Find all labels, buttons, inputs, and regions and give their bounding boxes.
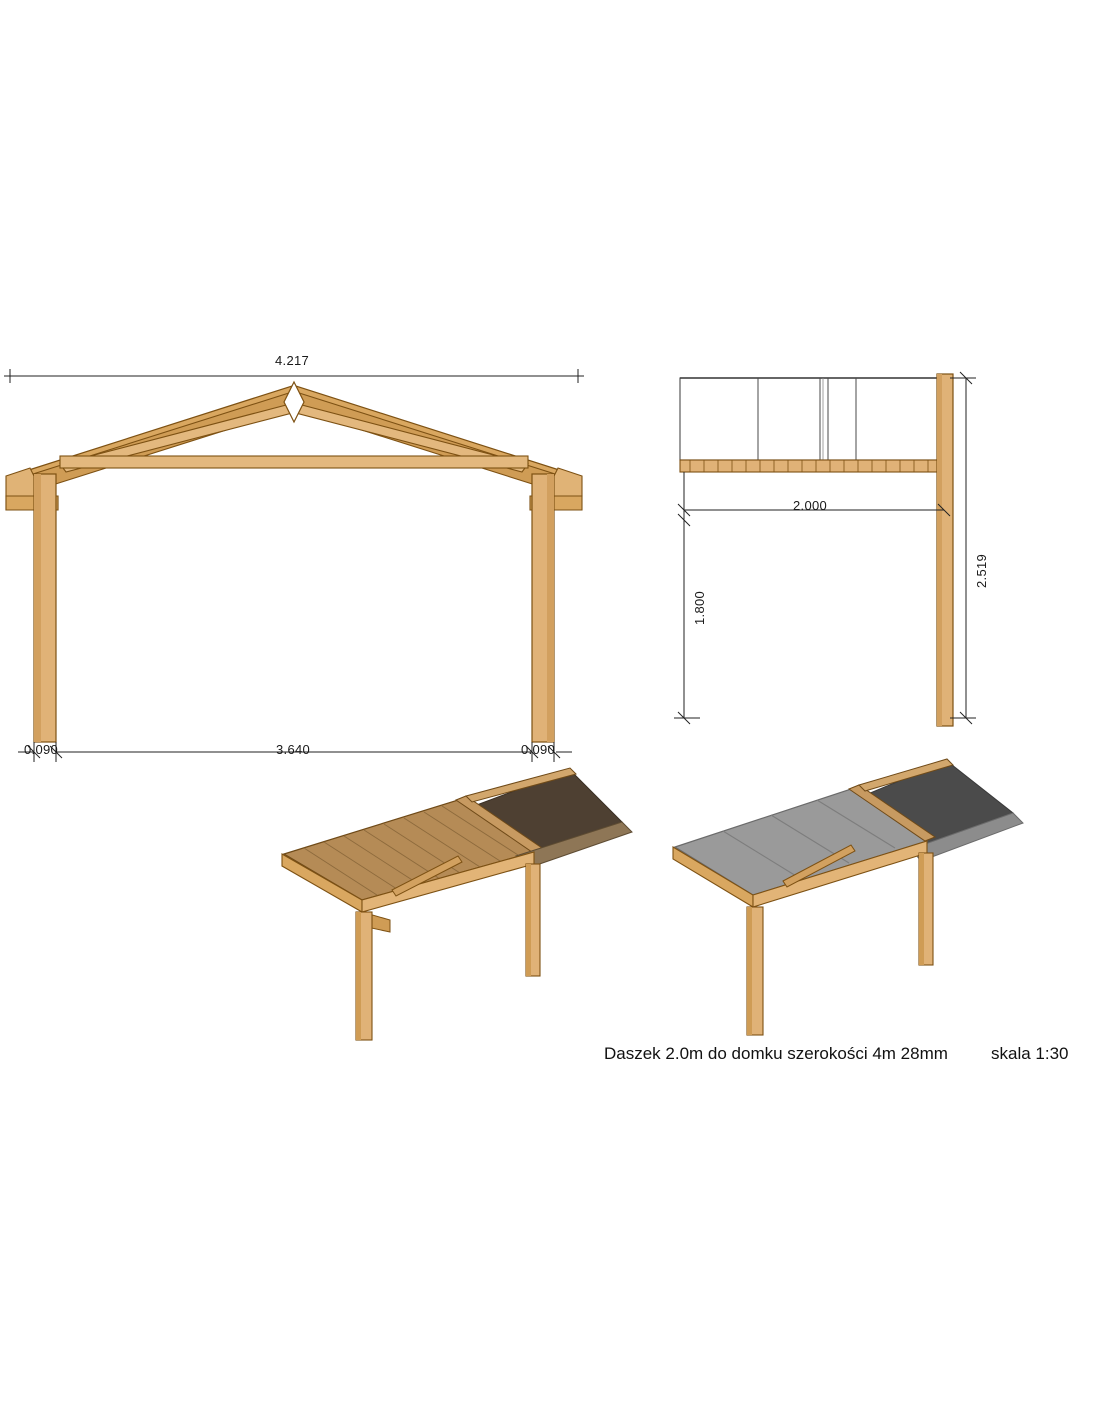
drawing-caption: Daszek 2.0m do domku szerokości 4m 28mm: [604, 1044, 948, 1063]
dim-label-total-height: 2.519: [974, 553, 989, 588]
dim-label-post-right: 0.090: [521, 742, 556, 757]
posts: [34, 474, 554, 742]
front-elevation-drawing: [0, 350, 620, 770]
dim-label-depth: 2.000: [793, 498, 828, 513]
side-elevation-view: [660, 360, 990, 750]
roof-box: [680, 378, 950, 472]
dim-label-post-left: 0.090: [24, 742, 59, 757]
front-elevation-view: [0, 350, 620, 770]
dim-height-2519: [950, 372, 976, 724]
post-right: [937, 374, 953, 726]
isometric-wood-view: [270, 760, 670, 1060]
isometric-panel-view: [655, 755, 1055, 1055]
drawing-scale: skala 1:30: [991, 1044, 1069, 1063]
dim-label-bottom-span: 3.640: [276, 742, 311, 757]
side-elevation-drawing: [660, 360, 990, 750]
isometric-panel-drawing: [655, 755, 1055, 1055]
dim-label-post-height: 1.800: [692, 590, 707, 625]
roof-structure: [6, 382, 582, 510]
dim-label-top-width: 4.217: [275, 353, 310, 368]
isometric-wood-drawing: [270, 760, 670, 1060]
